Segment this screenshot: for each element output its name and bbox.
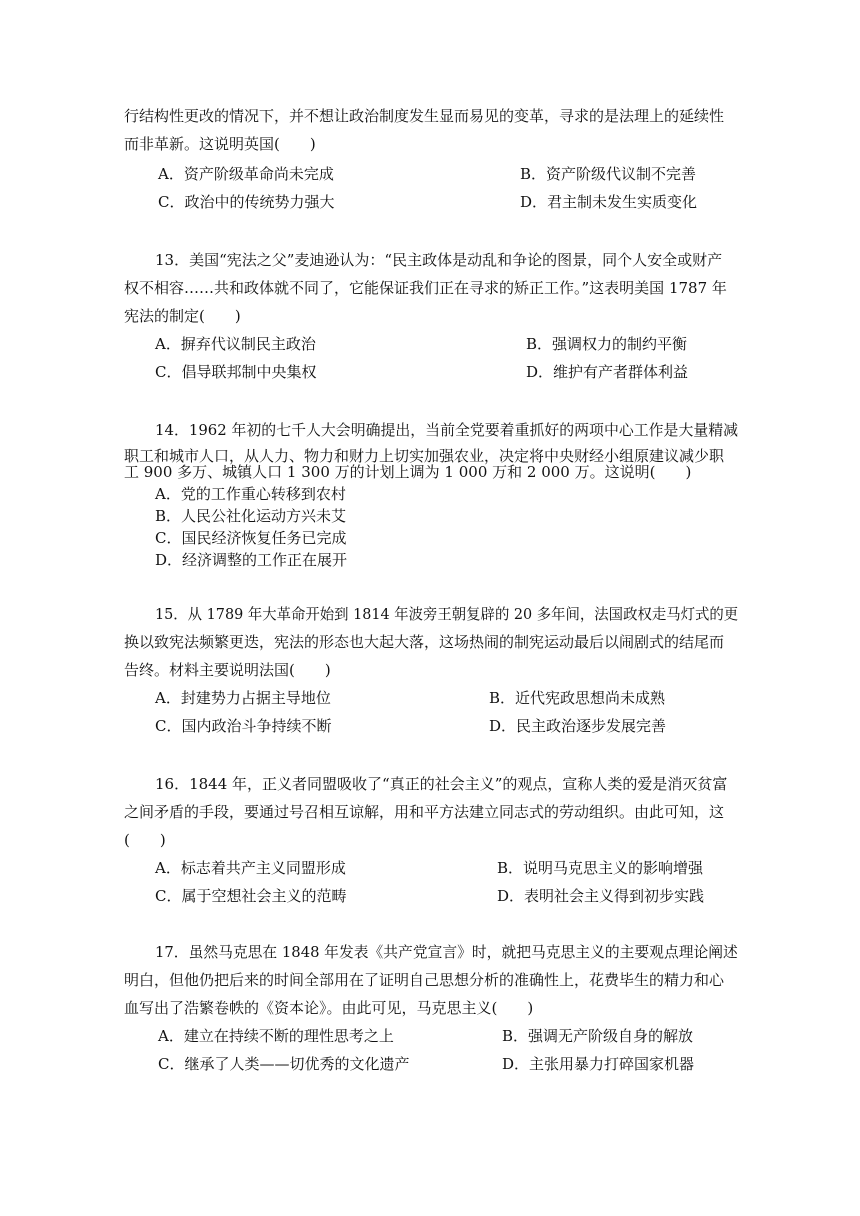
question-17-option-d: D．主张用暴力打碎国家机器: [502, 1055, 695, 1073]
question-16-stem-line-2: 之间矛盾的手段，要通过号召相互谅解，用和平方法建立同志式的劳动组织。由此可知，这: [124, 803, 725, 821]
question-16-option-d: D．表明社会主义得到初步实践: [497, 887, 705, 905]
question-16-option-a: A．标志着共产主义同盟形成: [155, 859, 346, 877]
question-13-option-a: A．摒弃代议制民主政治: [155, 335, 316, 353]
question-13-option-b: B．强调权力的制约平衡: [526, 335, 688, 353]
question-17-option-b: B．强调无产阶级自身的解放: [502, 1027, 694, 1045]
question-15-option-c: C．国内政治斗争持续不断: [155, 717, 332, 735]
question-14-stem-line-2: 职工和城市人口，从人力、物力和财力上切实加强农业，决定将中央财经小组原建议减少职: [124, 447, 725, 465]
question-12-option-c: C．政治中的传统势力强大: [158, 193, 335, 211]
question-12-option-a: A．资产阶级革命尚未完成: [158, 165, 334, 183]
question-17-option-a: A．建立在持续不断的理性思考之上: [158, 1027, 394, 1045]
question-13-stem-line-2: 权不相容……共和政体就不同了，它能保证我们正在寻求的矫正工作。”这表明美国 1787 年: [124, 279, 727, 297]
question-12-stem-line-2: 而非革新。这说明英国( ): [124, 135, 316, 153]
question-14-option-d: D．经济调整的工作正在展开: [155, 551, 348, 569]
question-14-option-c: C．国民经济恢复任务已完成: [155, 529, 347, 547]
question-13-option-d: D．维护有产者群体利益: [526, 363, 689, 381]
question-16-option-c: C．属于空想社会主义的范畴: [155, 887, 347, 905]
question-12-stem-line-1: 行结构性更改的情况下，并不想让政治制度发生显而易见的变革，寻求的是法理上的延续性: [124, 107, 725, 125]
question-15-option-b: B．近代宪政思想尚未成熟: [489, 689, 666, 707]
question-12-option-d: D．君主制未发生实质变化: [520, 193, 698, 211]
question-17-stem-line-2: 明白，但他仍把后来的时间全部用在了证明自己思想分析的准确性上，花费毕生的精力和心: [124, 971, 725, 989]
question-17-stem-line-3: 血写出了浩繁卷帙的《资本论》。由此可见，马克思主义( ): [124, 999, 534, 1017]
question-12-option-b: B．资产阶级代议制不完善: [520, 165, 697, 183]
question-17-stem-line-1: 17．虽然马克思在 1848 年发表《共产党宣言》时，就把马克思主义的主要观点理论阐述: [155, 943, 738, 961]
question-16-stem-line-3: ( ): [124, 831, 166, 849]
question-13-stem-line-3: 宪法的制定( ): [124, 307, 241, 325]
question-15-stem-line-3: 告终。材料主要说明法国( ): [124, 661, 331, 679]
question-14-option-b: B．人民公社化运动方兴未艾: [155, 507, 347, 525]
question-15-stem-line-1: 15．从 1789 年大革命开始到 1814 年波旁王朝复辟的 20 多年间，法国政权走马灯式的更: [155, 605, 739, 623]
question-15-option-a: A．封建势力占据主导地位: [155, 689, 331, 707]
question-16-option-b: B．说明马克思主义的影响增强: [497, 859, 704, 877]
question-16-stem-line-1: 16．1844 年，正义者同盟吸收了“真正的社会主义”的观点，宣称人类的爱是消灭贫富: [155, 775, 728, 793]
question-15-stem-line-2: 换以致宪法频繁更迭，宪法的形态也大起大落，这场热闹的制宪运动最后以闹剧式的结尾而: [124, 633, 725, 651]
question-17-option-c: C．继承了人类——切优秀的文化遗产: [158, 1055, 410, 1073]
question-14-stem-line-1: 14．1962 年初的七千人大会明确提出，当前全党要着重抓好的两项中心工作是大量精减: [155, 421, 739, 439]
question-13-option-c: C．倡导联邦制中央集权: [155, 363, 317, 381]
question-14-option-a: A．党的工作重心转移到农村: [155, 485, 346, 503]
question-15-option-d: D．民主政治逐步发展完善: [489, 717, 667, 735]
question-13-stem-line-1: 13．美国“宪法之父”麦迪逊认为：“民主政体是动乱和争论的图景，同个人安全或财产: [155, 251, 723, 269]
question-14-stem-line-3: 工 900 多万、城镇人口 1 300 万的计划上调为 1 000 万和 2 000 万。这说明( ): [124, 463, 692, 481]
